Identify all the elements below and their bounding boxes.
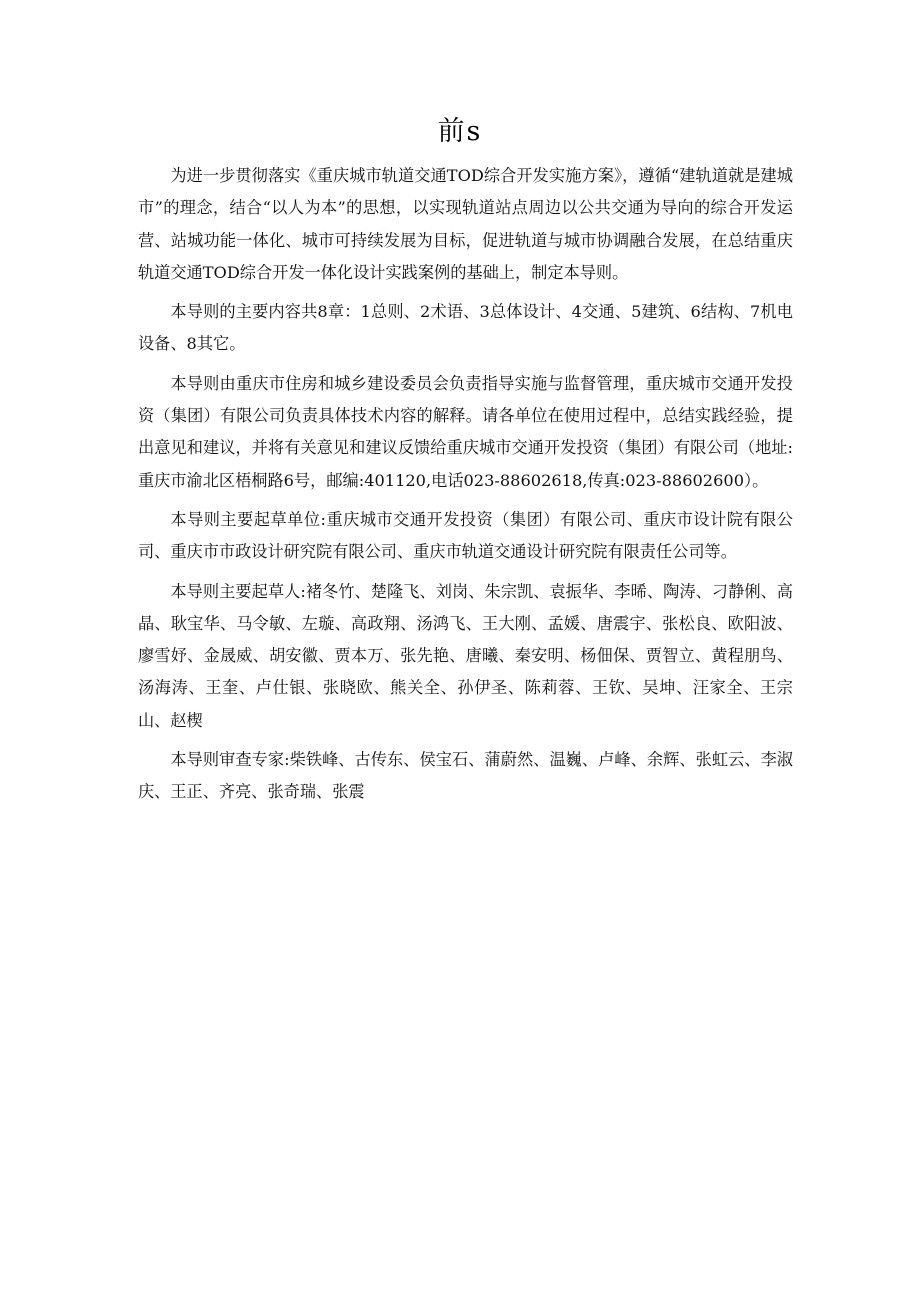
paragraph-drafting-units: 本导则主要起草单位:重庆城市交通开发投资（集团）有限公司、重庆市设计院有限公司、重庆市市政设计研究院有限公司、重庆市轨道交通设计研究院有限责任公司等。 (138, 509, 793, 562)
paragraph-reviewers: 本导则审查专家:柴铁峰、古传东、侯宝石、蒲蔚然、温巍、卢峰、余辉、张虹云、李淑庆、王正、齐亮、张奇瑞、张震 (138, 750, 793, 802)
paragraph-management: 本导则由重庆市住房和城乡建设委员会负责指导实施与监督管理，重庆城市交通开发投资（集团）有限公司负责具体技术内容的解释。请各单位在使用过程中，总结实践经验，提出意见和建议，并将有关意见和建议反馈给重庆城市交通开发投资（集团）有限公司（地址:重庆市渝北区梧桐路6号，邮编:401120,电话023-88602618,传真:023-88602600）。 (138, 373, 793, 490)
document-body (138, 160, 793, 816)
paragraph-chapters: 本导则的主要内容共8章：1总则、2术语、3总体设计、4交通、5建筑、6结构、7机电设备、8其它。 (138, 302, 793, 354)
page-title: 前s (437, 116, 483, 147)
paragraph-purpose: 为进一步贯彻落实《重庆城市轨道交通TOD综合开发实施方案》，遵循“建轨道就是建城市”的理念，结合“以人为本”的思想，以实现轨道站点周边以公共交通为导向的综合开发运营、站城功能一体化、城市可持续发展为目标，促进轨道与城市协调融合发展，在总结重庆轨道交通TOD综合开发一体化设计实践案例的基础上，制定本导则。 (138, 166, 793, 282)
paragraph-drafters: 本导则主要起草人:褚冬竹、楚隆飞、刘岗、朱宗凯、袁振华、李晞、陶涛、刁静俐、高晶、耿宝华、马令敏、左璇、高政翔、汤鸿飞、王大刚、孟媛、唐震宇、张松良、欧阳波、廖雪妤、金晟威、胡安徽、贾本万、张先艳、唐曦、秦安明、杨佃保、贾智立、黄程朋鸟、汤海涛、王奎、卢仕银、张晓欧、熊关全、孙伊圣、陈莉蓉、王钦、吴坤、汪家全、王宗山、赵楔 (138, 581, 793, 730)
